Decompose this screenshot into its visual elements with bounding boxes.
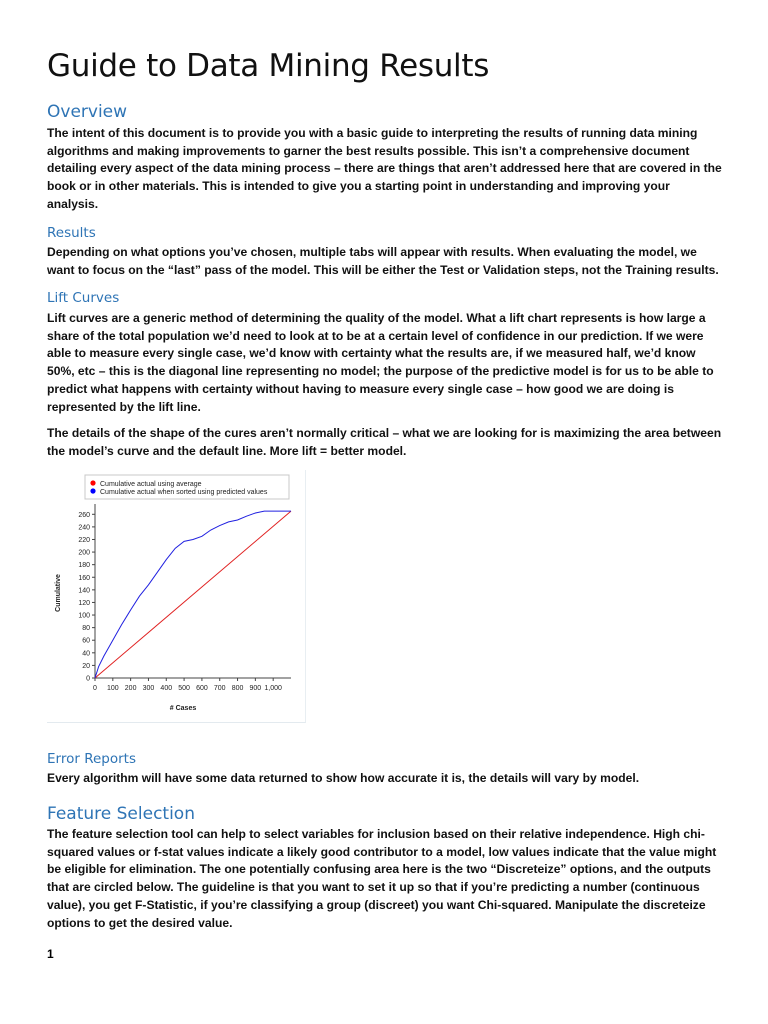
lift-chart-svg bbox=[47, 470, 305, 722]
y-tick-label: 240 bbox=[78, 524, 90, 532]
y-tick-label: 60 bbox=[82, 637, 90, 645]
legend-label: Cumulative actual using average bbox=[100, 481, 202, 488]
x-tick-label: 500 bbox=[178, 685, 190, 692]
x-tick-label: 0 bbox=[93, 685, 97, 692]
results-paragraph: Depending on what options you’ve chosen, multiple tabs will appear with results. When evaluating the model, we want to focus on the “last” pass of the model. This will be either the Test or Validation steps, not the Training results. bbox=[47, 245, 719, 277]
overview-paragraph: The intent of this document is to provide you with a basic guide to interpreting the results of running data mining algorithms and making improvements to garner the best results possible. This isn’t a comprehensive document detailing every aspect of the data mining process – there are things that aren’t addressed here that are covered in the book or in other materials. This is intended to give you a starting point in understanding and improving your analysis. bbox=[47, 126, 722, 211]
x-tick-label: 700 bbox=[213, 685, 226, 692]
legend-marker bbox=[90, 488, 95, 493]
legend-marker bbox=[90, 480, 95, 485]
series-line-average bbox=[95, 511, 291, 678]
y-tick-label: 160 bbox=[78, 574, 90, 582]
y-tick-label: 0 bbox=[86, 675, 90, 683]
lift-curves-paragraph-1: Lift curves are a generic method of determining the quality of the model. What a lift chart represents is how large a share of the total population we’d need to look at to be at a certain level of confidence in our prediction. If we were able to measure every single case, we’d know with certainty what the results are, if we measured half, we’d know 50%, etc – this is the diagonal line representing no model; the purpose of the predictive model is for us to be able to predict what happens with certainty without having to measure every single case – how good we are doing is represented by the lift line. bbox=[47, 311, 714, 414]
lift-chart bbox=[47, 470, 306, 723]
y-tick-label: 80 bbox=[82, 625, 90, 633]
x-axis-label: # Cases bbox=[169, 705, 197, 712]
x-tick-label: 100 bbox=[106, 685, 119, 692]
page-number: 1 bbox=[47, 947, 54, 961]
y-tick-label: 220 bbox=[78, 536, 90, 544]
y-tick-label: 100 bbox=[78, 612, 90, 620]
y-tick-label: 40 bbox=[82, 650, 90, 658]
x-tick-label: 400 bbox=[160, 685, 173, 692]
x-tick-label: 300 bbox=[142, 685, 155, 692]
error-reports-paragraph: Every algorithm will have some data returned to show how accurate it is, the details will vary by model. bbox=[47, 771, 640, 785]
lift-curves-heading: Lift Curves bbox=[47, 290, 120, 306]
legend-label: Cumulative actual when sorted using predicted values bbox=[100, 489, 268, 496]
error-reports-heading: Error Reports bbox=[47, 751, 136, 767]
x-tick-label: 900 bbox=[249, 685, 262, 692]
x-tick-label: 800 bbox=[231, 685, 244, 692]
overview-heading: Overview bbox=[47, 102, 128, 122]
document-title: Guide to Data Mining Results bbox=[47, 48, 490, 84]
y-tick-label: 20 bbox=[82, 662, 90, 670]
y-tick-label: 180 bbox=[78, 562, 90, 570]
y-tick-label: 140 bbox=[78, 587, 90, 595]
x-tick-label: 200 bbox=[124, 685, 137, 692]
lift-curves-paragraph-2: The details of the shape of the cures aren’t normally critical – what we are looking for is maximizing the area between the model’s curve and the default line. More lift = better model. bbox=[47, 426, 722, 458]
x-tick-label: 1,000 bbox=[264, 685, 282, 692]
x-tick-label: 600 bbox=[196, 685, 208, 692]
y-tick-label: 200 bbox=[78, 549, 90, 557]
feature-selection-heading: Feature Selection bbox=[47, 804, 195, 824]
results-heading: Results bbox=[47, 225, 96, 241]
feature-selection-paragraph: The feature selection tool can help to select variables for inclusion based on their relative independence. High chi-squared values or f-stat values indicate a likely good contributor to a model, low values indicate that the value might be eligible for elimination. The one potentially confusing area here is the two “Discreteize” options, and the outputs that are circled below. The guideline is that you want to set it up so that if you’re predicting a number (continuous value), you get F-Statistic, if you’re classifying a group (discreet) you want Chi-squared. Manipulate the discreteize options to get the desired value. bbox=[47, 827, 717, 930]
y-tick-label: 120 bbox=[78, 599, 90, 607]
y-tick-label: 260 bbox=[78, 511, 90, 519]
y-axis-label: Cumulative bbox=[55, 574, 62, 612]
